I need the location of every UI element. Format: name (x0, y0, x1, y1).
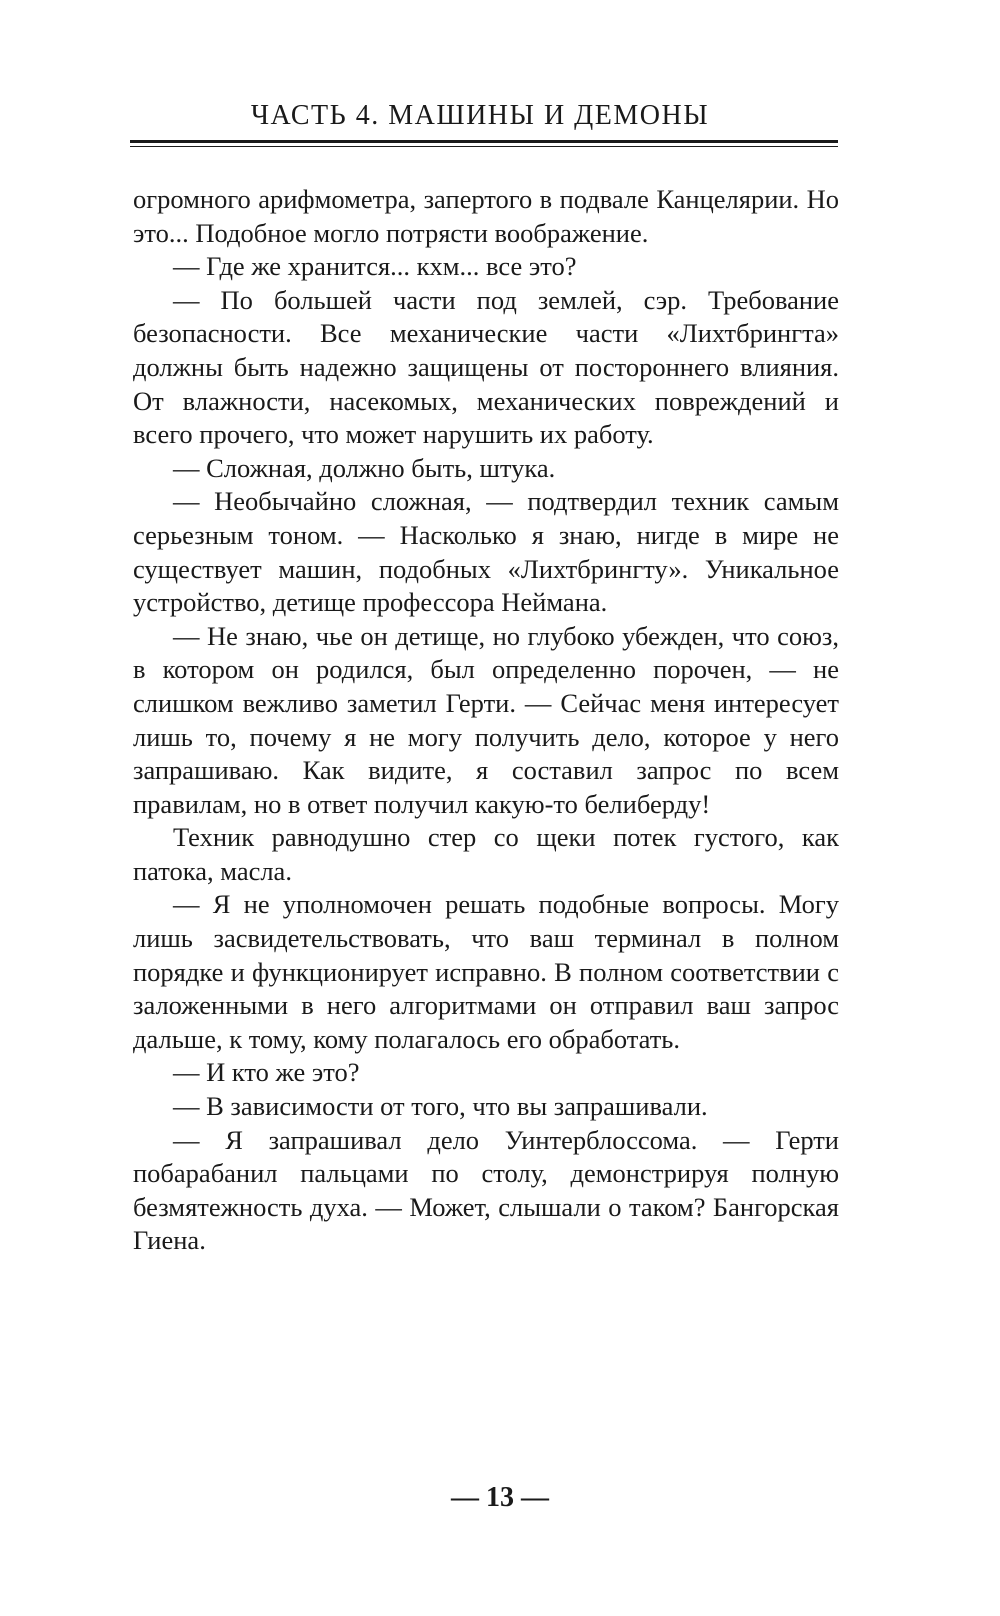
paragraph: — Не знаю, чье он детище, но глубоко убежден, что союз, в котором он родился, был определенно порочен, — не слишком вежливо заметил Герти. — Сейчас меня интересует лишь то, почему я не могу получить дело, которое у него запрашиваю. Как видите, я составил запрос по всем правилам, но в ответ получил какую-то белиберду! (133, 620, 839, 819)
page-number: — 13 — (451, 1482, 549, 1513)
paragraph: — В зависимости от того, что вы запрашивали. (173, 1091, 708, 1122)
paragraph: Техник равнодушно стер со щеки потек густого, как патока, масла. (133, 822, 839, 886)
paragraph: — Необычайно сложная, — подтвердил техник самым серьезным тоном. — Насколько я знаю, нигде в мире не существует машин, подобных «Лихтбрингту». Уникальное устройство, детище профессора Неймана. (133, 486, 839, 618)
header-rule-thick (130, 140, 838, 143)
paragraph: — Я не уполномочен решать подобные вопросы. Могу лишь засвидетельствовать, что ваш терминал в полном порядке и функционирует исправно. В полном соответствии с заложенными в него алгоритмами он отправил ваш запрос дальше, к тому, кому полагалось его обработать. (133, 889, 839, 1054)
paragraph: — Где же хранится... кхм... все это? (173, 251, 577, 282)
header-rule-thin (130, 146, 838, 147)
paragraph: — И кто же это? (173, 1057, 360, 1088)
paragraph: — Сложная, должно быть, штука. (173, 452, 556, 483)
paragraph: — Я запрашивал дело Уинтерблоссома. — Герти побарабанил пальцами по столу, демонстрируя полную безмятежность духа. — Может, слышали о таком? Бангорская Гиена. (133, 1124, 839, 1256)
running-title: ЧАСТЬ 4. МАШИНЫ И ДЕМОНЫ (250, 100, 710, 131)
paragraph: — По большей части под землей, сэр. Требование безопасности. Все механические части «Лихтбрингта» должны быть надежно защищены от постороннего влияния. От влажности, насекомых, механических повреждений и всего прочего, что может нарушить их работу. (133, 284, 839, 450)
paragraph: огромного арифмометра, запертого в подвале Канцелярии. Но это... Подобное могло потрясти воображение. (133, 184, 839, 248)
body-text (133, 183, 839, 1258)
